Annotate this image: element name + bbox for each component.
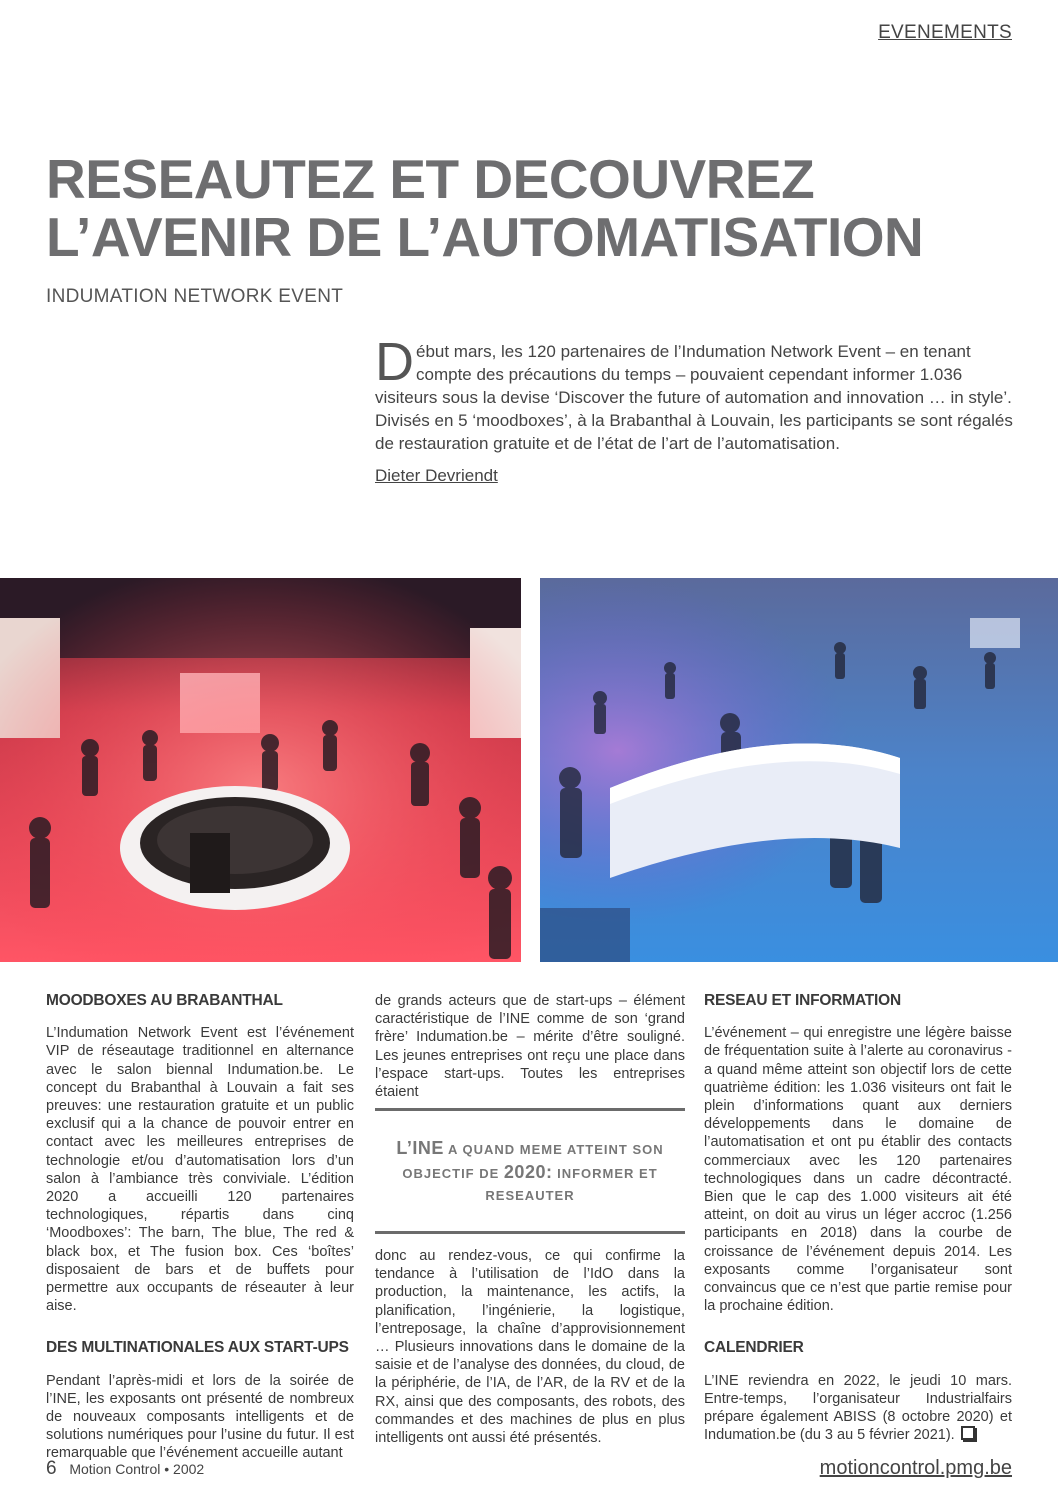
end-square-icon xyxy=(961,1426,975,1440)
event-photo-red xyxy=(0,578,521,962)
page-number: 6 xyxy=(46,1458,57,1479)
title-line-2: L’AVENIR DE L’AUTOMATISATION xyxy=(46,206,924,268)
paragraph-startups: de grands acteurs que de start-ups – élément caractéristique de l’INE comme de son ‘grand frère’ Indumation.be – mérite d’être souligné. Les jeunes entreprises ont reçu une place dans l’espace start-ups. Toutes les entreprises étaient xyxy=(375,993,685,1101)
article-subtitle: INDUMATION NETWORK EVENT xyxy=(46,286,344,307)
pull-quote xyxy=(375,1108,685,1234)
website-link[interactable]: motioncontrol.pmg.be xyxy=(819,1457,1012,1479)
heading-moodboxes: MOODBOXES AU BRABANTHAL xyxy=(46,992,283,1009)
paragraph-calendrier xyxy=(704,1372,1012,1445)
calendrier-text: L’INE reviendra en 2022, le jeudi 10 mars. Entre-temps, l’organisateur Industrialfairs prépare également ABISS (8 octobre 2020) et Indumation.be (du 3 au 5 février 2021). xyxy=(704,1372,1012,1444)
event-photo-blue xyxy=(540,578,1058,962)
column-3 xyxy=(704,992,1012,1444)
heading-reseau: RESEAU ET INFORMATION xyxy=(704,992,902,1009)
publication-name: Motion Control • 2002 xyxy=(69,1461,205,1477)
intro-text: ébut mars, les 120 partenaires de l’Indumation Network Event – en tenant compte des précautions du temps – pouvaient cependant informer 1.036 visiteurs sous la devise ‘Discover the future of automation and innovation … in style’. Divisés en 5 ‘moodboxes’, à la Brabanthal à Louvain, les participants se sont régalés de restauration gratuite et de l’état de l’art de l’automatisation. xyxy=(375,342,1013,453)
quote-part-b: A QUAND MEME ATTEINT SON OBJECTIF DE xyxy=(402,1142,664,1181)
paragraph-reseau: L’événement – qui enregistre une légère baisse de fréquentation suite à l’alerte au coronavirus - a quand même atteint son objectif lors de cette quatrième édition: les 1.036 visiteurs ont fait le plein d’informations quant aux derniers développements dans le domaine de l’automatisation et ont pu établir des contacts commerciaux avec les 120 partenaires technologiques dans un cadre décontracté. Bien que le cap des 1.000 visiteurs ait été atteint, on doit au virus un léger accroc (1.256 participants en 2018) dans la courbe de croissance de l’événement depuis 2014. Les exposants comme l’organisateur sont convaincus que ce n’est que partie remise pour la prochaine édition. xyxy=(704,1025,1012,1315)
paragraph-multinationales: Pendant l’après-midi et lors de la soirée de l’INE, les exposants ont présenté de nombreux de nouveaux composants intelligents et de solutions numériques pour l’usine du futur. Il est remarquable que l’événement accueille autant xyxy=(46,1372,354,1462)
column-2 xyxy=(375,992,685,1101)
intro-paragraph xyxy=(375,332,1015,455)
heading-calendrier: CALENDRIER xyxy=(704,1339,804,1357)
quote-part-d: INFORMER ET RESEAUTER xyxy=(485,1166,658,1203)
paragraph-moodboxes: L’Indumation Network Event est l’événement VIP de réseautage traditionnel en alternance avec le salon biennal Indumation.be. Le concept du Brabanthal à Louvain a fait ses preuves: une restauration gratuite et un public exclusif qui a la chance de pouvoir entrer en contact avec les meilleures entreprises de technologie et/ou d’automatisation lors d’un salon à l’ambiance très conviviale. L’édition 2020 a accueilli 120 partenaires technologiques, répartis dans cinq ‘Moodboxes’: The barn, The blue, The red & black box, et The fusion box. Ces ‘boîtes’ disposaient de bars et de buffets pour permettre aux occupants de réseauter à leur aise. xyxy=(46,1025,354,1315)
paragraph-innovations: donc au rendez-vous, ce qui confirme la tendance à l’utilisation de l’IdO dans la production, la maintenance, les actifs, la planification, l’ingénierie, la logistique, l’entreposage, la chaîne d’approvisionnement … Plusieurs innovations dans le domaine de la saisie et de l’analyse des données, du cloud, de la périphérie, de l’IA, de l’AR, de la RV et de la RX, ainsi que des composants, des robots, des commandes et des machines de plus en plus intelligents ont aussi été présentés. xyxy=(375,1248,685,1447)
quote-part-c: 2020: xyxy=(503,1162,553,1182)
heading-multinationales: DES MULTINATIONALES AUX START-UPS xyxy=(46,1339,349,1357)
section-tag[interactable]: EVENEMENTS xyxy=(878,22,1012,43)
article-title xyxy=(46,150,946,266)
column-1 xyxy=(46,992,354,1463)
title-line-1: RESEAUTEZ ET DECOUVREZ xyxy=(46,148,815,210)
column-2-continued xyxy=(375,1247,685,1447)
author-link[interactable]: Dieter Devriendt xyxy=(375,466,498,485)
quote-part-a: L’INE xyxy=(396,1138,444,1158)
footer-left xyxy=(46,1458,204,1480)
drop-cap: D xyxy=(375,332,414,392)
